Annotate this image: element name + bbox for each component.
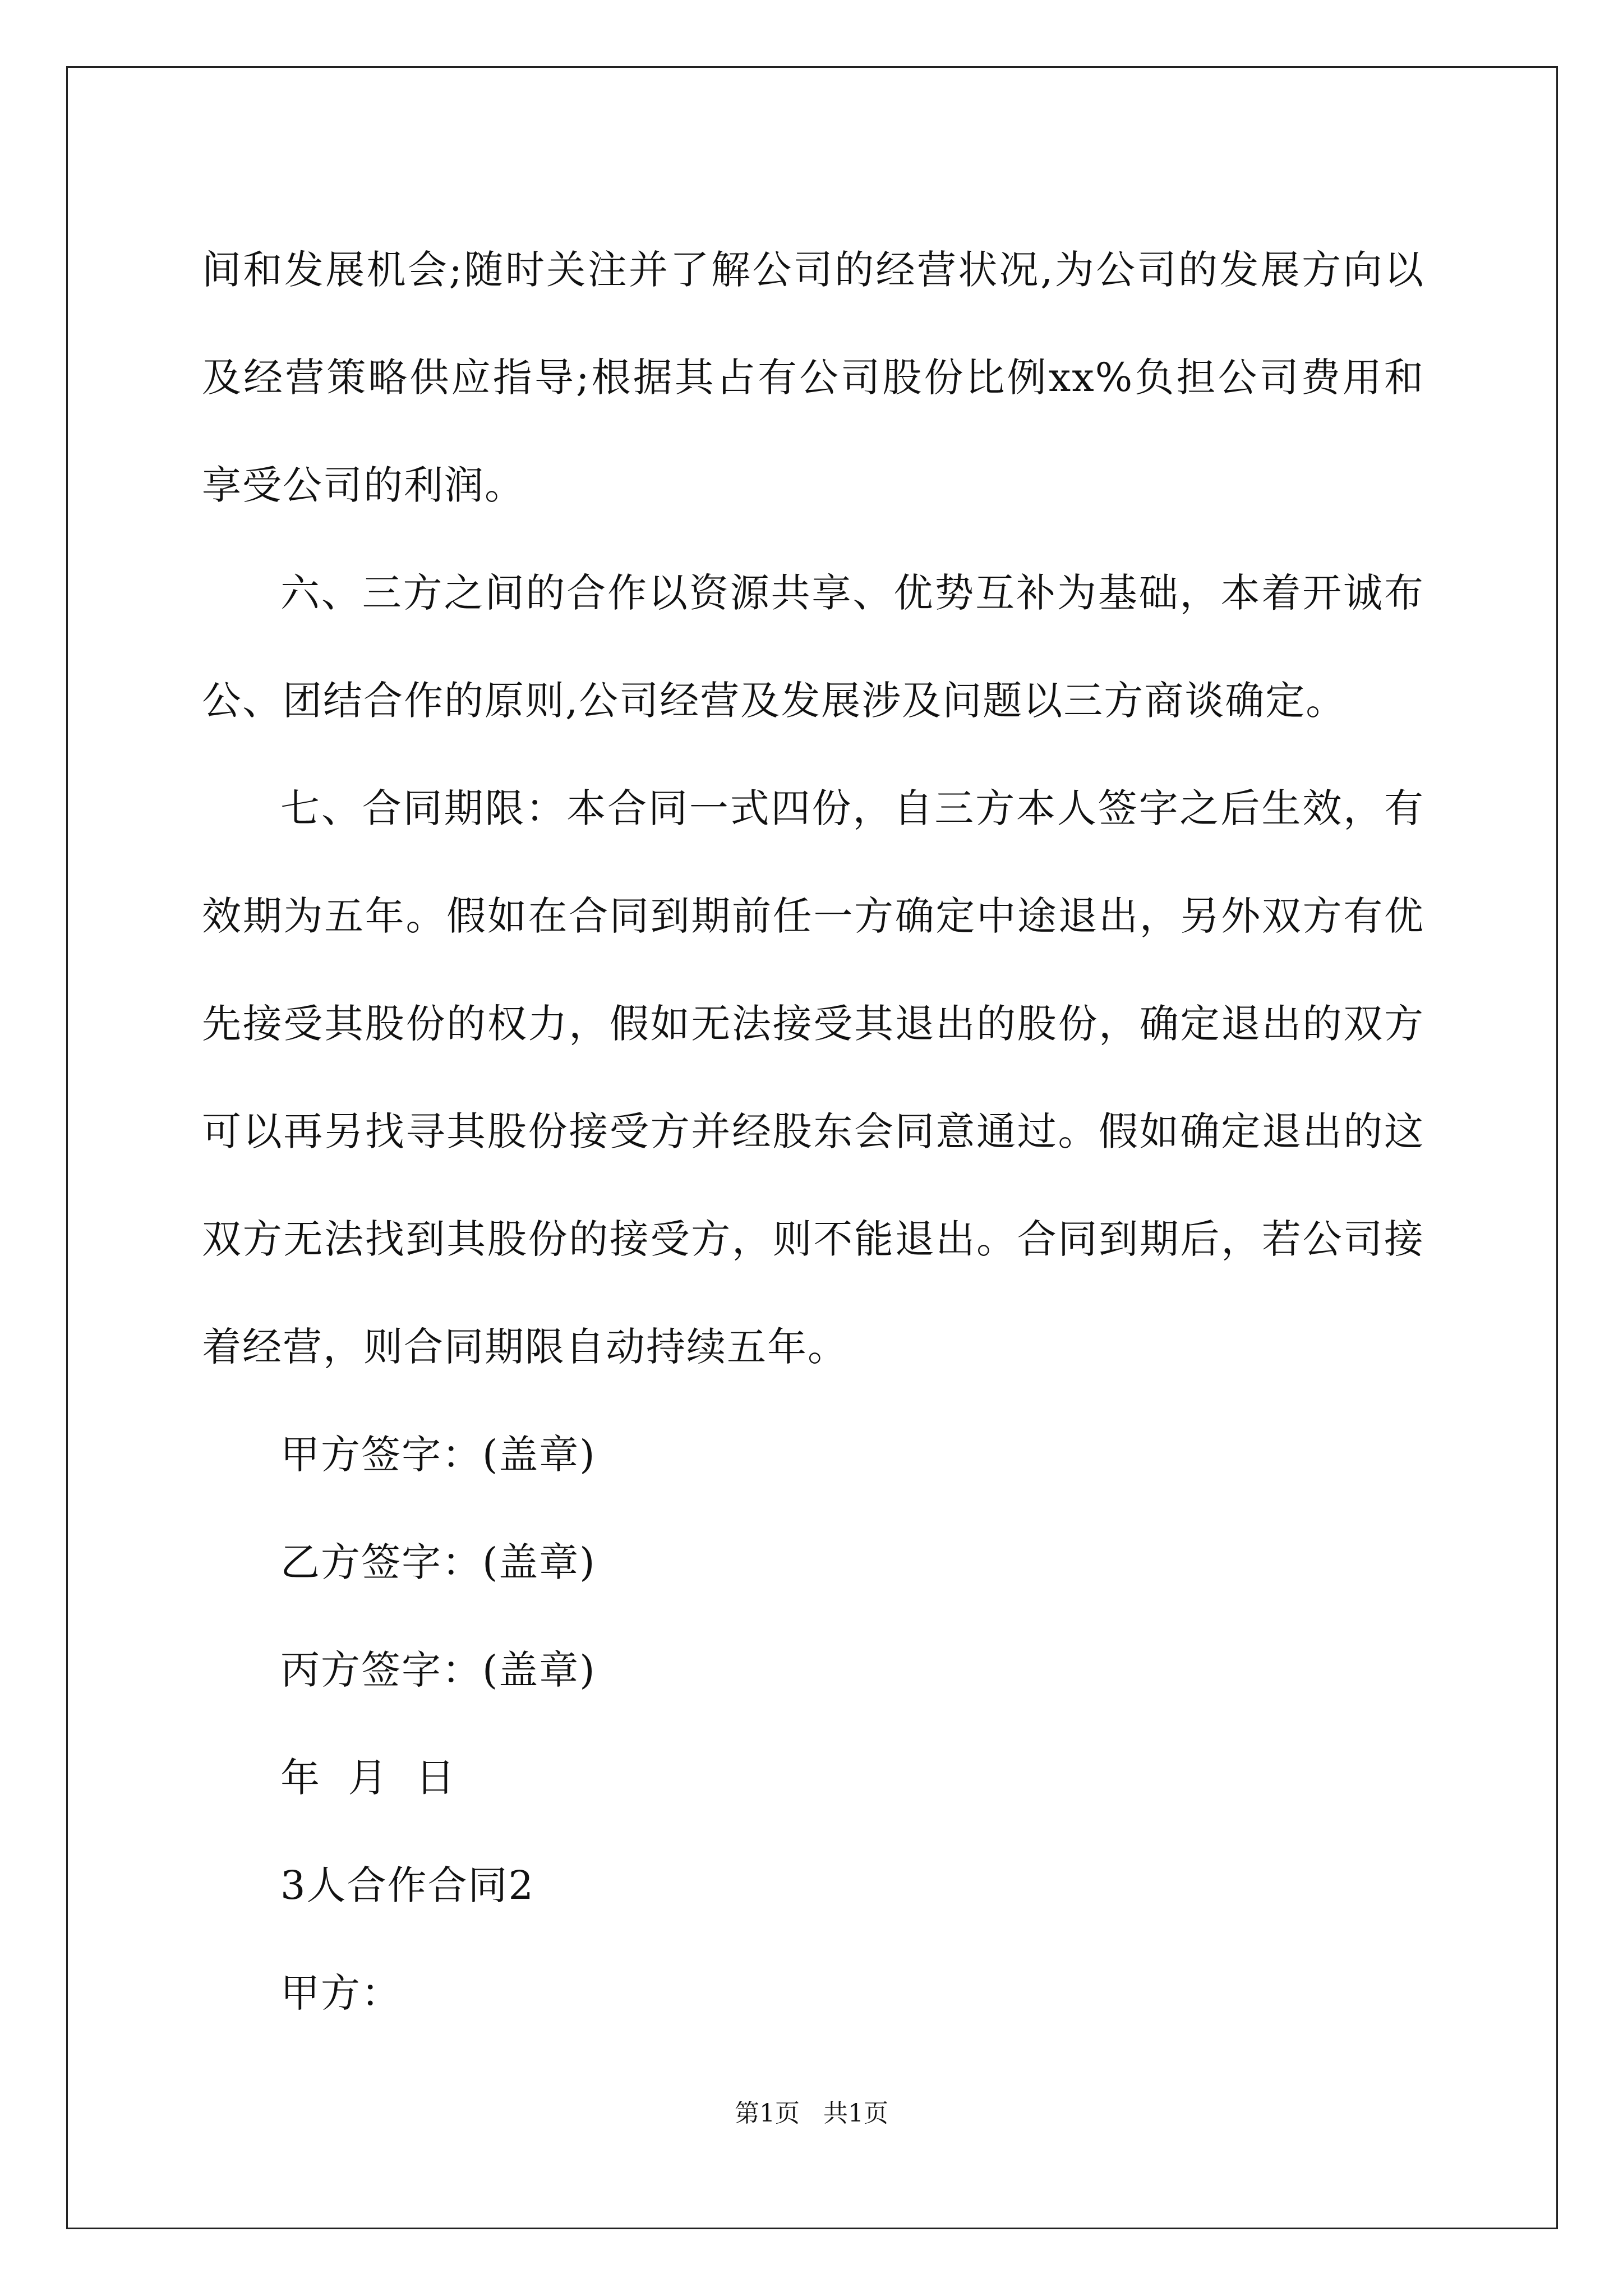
page-footer: 第1页 共1页 [735, 2099, 888, 2128]
paragraph-clause-seven: 七、合同期限：本合同一式四份，自三方本人签字之后生效，有效期为五年。假如在合同到期前任一方确定中途退出，另外双方有优先接受其股份的权力，假如无法接受其退出的股份，确定退出的双方可以再另找寻其股份接受方并经股东会同意通过。假如确定退出的这双方无法找到其股份的接受方，则不能退出。合同到期后，若公司接着经营，则合同期限自动持续五年。 [202, 785, 1424, 1370]
document-body [202, 216, 1424, 2047]
paragraph-continuation: 间和发展机会;随时关注并了解公司的经营状况,为公司的发展方向以及经营策略供应指导;根据其占有公司股份比例xx%负担公司费用和享受公司的利润。 [202, 247, 1424, 508]
date-line: 年 月 日 [280, 1755, 457, 1801]
signature-party-a: 甲方签字：(盖章) [280, 1432, 596, 1478]
signature-party-c: 丙方签字：(盖章) [280, 1647, 596, 1693]
paragraph-clause-six: 六、三方之间的合作以资源共享、优势互补为基础，本着开诚布公、团结合作的原则,公司经营及发展涉及问题以三方商谈确定。 [202, 570, 1424, 724]
contract-title: 3人合作合同2 [280, 1862, 535, 1908]
party-a-label: 甲方： [280, 1970, 402, 2016]
signature-party-b: 乙方签字：(盖章) [280, 1539, 596, 1585]
